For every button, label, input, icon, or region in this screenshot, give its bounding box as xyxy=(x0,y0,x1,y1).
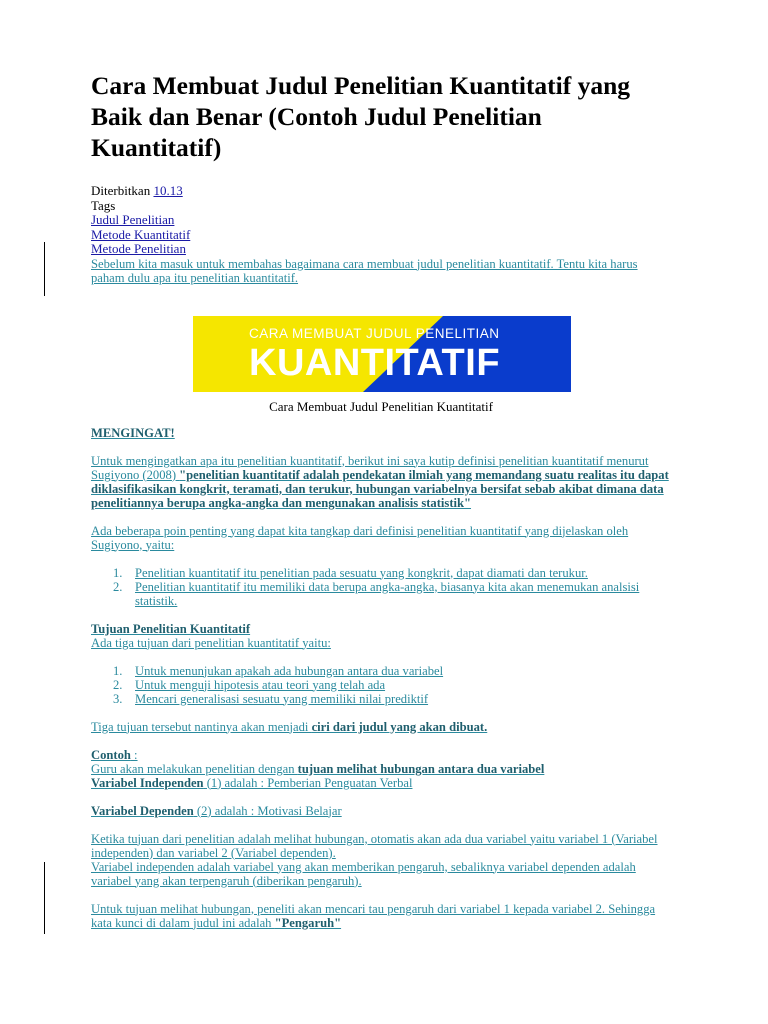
explain-paragraph-1[interactable]: Ketika tujuan dari penelitian adalah melihat hubungan, otomatis akan ada dua variabel yaitu variabel 1 (Variabel independen) dan variabel 2 (Variabel dependen). xyxy=(91,831,658,860)
definition-points-list xyxy=(91,566,671,608)
tag-link-judul-penelitian[interactable]: Judul Penelitian xyxy=(91,212,175,227)
published-line xyxy=(91,184,671,199)
published-time-link[interactable]: 10.13 xyxy=(153,183,183,198)
article-meta xyxy=(91,184,671,257)
list-item[interactable]: 2. Untuk menguji hipotesis atau teori yang telah ada xyxy=(113,677,386,692)
variabel-dependen-line[interactable]: Variabel Dependen (2) adalah : Motivasi Belajar xyxy=(91,803,342,818)
tujuan-intro[interactable]: Ada tiga tujuan dari penelitian kuantitatif yaitu: xyxy=(91,635,331,650)
closing-paragraph[interactable]: Untuk tujuan melihat hubungan, peneliti akan mencari tau pengaruh dari variabel 1 kepada variabel 2. Sehingga kata kunci di dalam judul ini adalah "Pengaruh" xyxy=(91,901,656,930)
tags-label: Tags xyxy=(91,197,116,213)
banner-small-text: CARA MEMBUAT JUDUL PENELITIAN xyxy=(249,325,500,341)
intro-paragraph[interactable]: Sebelum kita masuk untuk membahas bagaimana cara membuat judul penelitian kuantitatif. Tentu kita harus paham dulu apa itu penelitian kuantitatif. xyxy=(91,256,638,285)
margin-rule-bottom xyxy=(44,862,45,934)
keyword-pengaruh: "Pengaruh" xyxy=(274,915,342,930)
variabel-independen-line[interactable]: Variabel Independen (1) adalah : Pemberian Penguatan Verbal xyxy=(91,775,413,790)
list-item[interactable]: 3. Mencari generalisasi sesuatu yang memiliki nilai prediktif xyxy=(113,691,429,706)
published-label: Diterbitkan xyxy=(91,183,151,198)
banner-figure xyxy=(91,316,671,414)
definition-quote: "penelitian kuantitatif adalah pendekatan ilmiah yang memandang suatu realitas itu dapat diklasifikasikan kongkrit, teramati, dan terukur, hubungan variabelnya bersifat sebab akibat dimana data penelitiannya berupa angka-angka dan mengunakan analisis statistik" xyxy=(91,467,669,510)
tujuan-list xyxy=(91,664,671,706)
tag-link-metode-penelitian[interactable]: Metode Penelitian xyxy=(91,241,186,256)
list-item[interactable]: 1. Untuk menunjukan apakah ada hubungan antara dua variabel xyxy=(113,663,444,678)
explain-paragraph-2[interactable]: Variabel independen adalah variabel yang akan memberikan pengaruh, sebaliknya variabel dependen adalah variabel yang akan terpengaruh (diberikan pengaruh). xyxy=(91,859,636,888)
list-item[interactable]: 1. Penelitian kuantitatif itu penelitian pada sesuatu yang kongkrit, dapat diamati dan terukur. xyxy=(113,565,588,580)
contoh-heading[interactable]: Contoh : xyxy=(91,747,138,762)
banner-image xyxy=(193,316,571,392)
article xyxy=(91,70,671,930)
list-item[interactable]: 2. Penelitian kuantitatif itu memiliki data berupa angka-angka, biasanya kita akan menemukan analsisi statistik. xyxy=(113,579,640,608)
points-intro[interactable]: Ada beberapa poin penting yang dapat kita tangkap dari definisi penelitian kuantitatif yang dijelaskan oleh Sugiyono, yaitu: xyxy=(91,523,629,552)
mengingat-heading[interactable]: MENGINGAT! xyxy=(91,425,175,440)
banner-caption: Cara Membuat Judul Penelitian Kuantitatif xyxy=(269,398,493,414)
article-title: Cara Membuat Judul Penelitian Kuantitatif yang Baik dan Benar (Contoh Judul Penelitian Kuantitatif) xyxy=(91,71,631,162)
tag-link-metode-kuantitatif[interactable]: Metode Kuantitatif xyxy=(91,226,191,242)
banner-big-text: KUANTITATIF xyxy=(249,341,501,384)
definition-paragraph[interactable]: Untuk mengingatkan apa itu penelitian kuantitatif, berikut ini saya kutip definisi penelitian kuantitatif menurut Sugiyono (2008) "penelitian kuantitatif adalah pendekatan ilmiah yang memandang suatu realitas itu dapat diklasifikasikan kongkrit, teramati, dan terukur, hubungan variabelnya bersifat sebab akibat dimana data penelitiannya berupa angka-angka dan mengunakan analisis statistik" xyxy=(91,453,669,510)
tujuan-heading[interactable]: Tujuan Penelitian Kuantitatif xyxy=(91,621,251,636)
margin-rule-top xyxy=(44,242,45,296)
contoh-line1[interactable]: Guru akan melakukan penelitian dengan tujuan melihat hubungan antara dua variabel xyxy=(91,761,545,776)
tujuan-summary[interactable]: Tiga tujuan tersebut nantinya akan menjadi ciri dari judul yang akan dibuat. xyxy=(91,719,488,734)
